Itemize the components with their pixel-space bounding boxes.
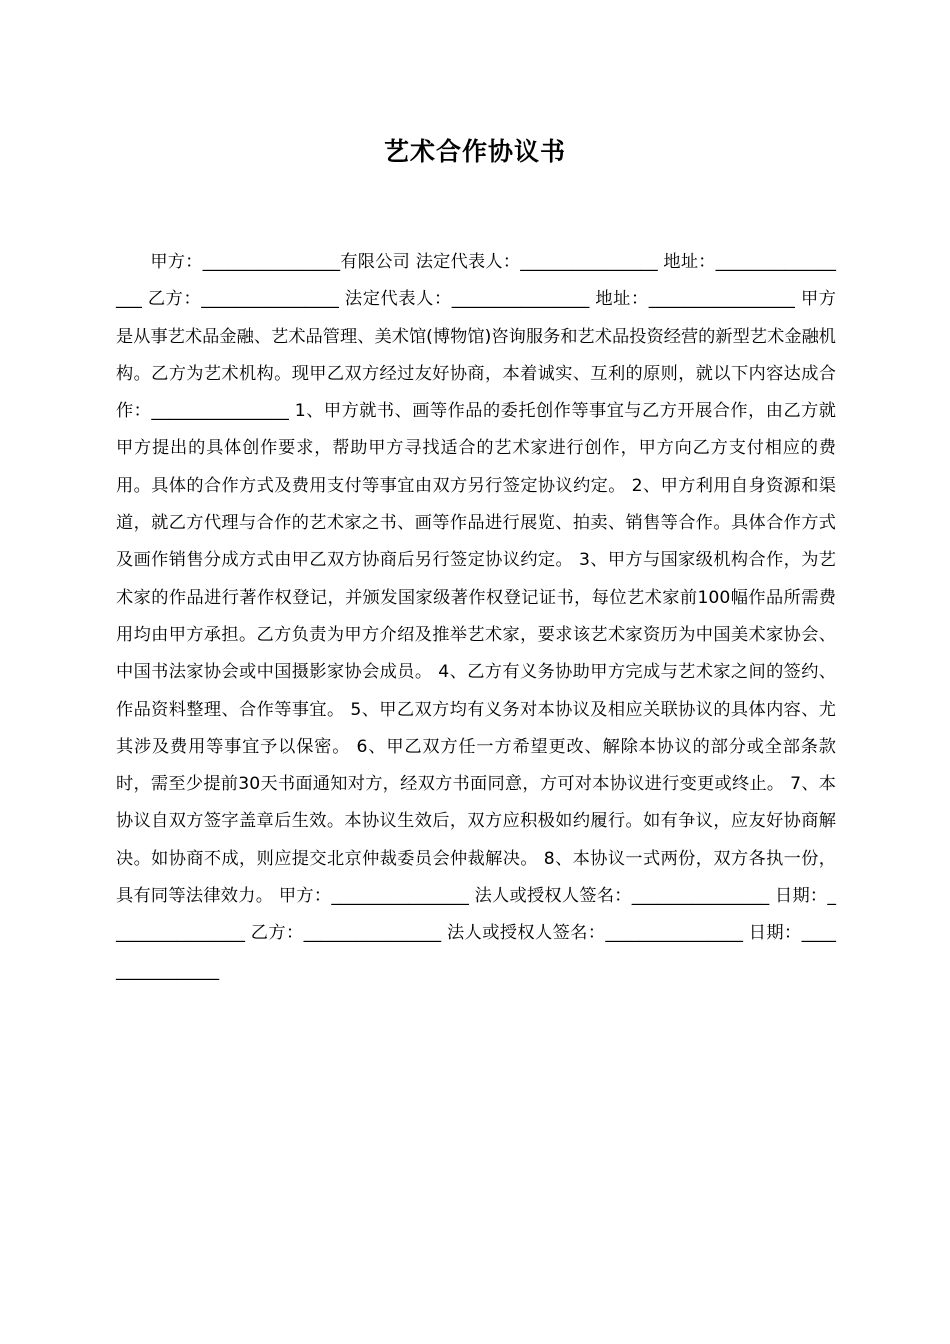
agreement-body: 甲方：________________有限公司 法定代表人：________________ 地址：_________________ 乙方：________________ 法定代表人：________________ 地址：_________________ 甲方是从事艺术品金融、艺术品管理、美术馆(博物馆)咨询服务和艺术品投资经营的新型艺术金融机构。乙方为艺术机构。现甲乙双方经过友好协商，本着诚实、互利的原则，就以下内容达成合作：________________ 1、甲方就书、画等作品的委托创作等事宜与乙方开展合作，由乙方就甲方提出的具体创作要求，帮助甲方寻找适合的艺术家进行创作，甲方向乙方支付相应的费用。具体的合作方式及费用支付等事宜由双方另行签定协议约定。 2、甲方利用自身资源和渠道，就乙方代理与合作的艺术家之书、画等作品进行展览、拍卖、销售等合作。具体合作方式及画作销售分成方式由甲乙双方协商后另行签定协议约定。 3、甲方与国家级机构合作，为艺术家的作品进行著作权登记，并颁发国家级著作权登记证书，每位艺术家前100幅作品所需费用均由甲方承担。乙方负责为甲方介绍及推举艺术家，要求该艺术家资历为中国美术家协会、中国书法家协会或中国摄影家协会成员。 4、乙方有义务协助甲方完成与艺术家之间的签约、作品资料整理、合作等事宜。 5、甲乙双方均有义务对本协议及相应关联协议的具体内容、尤其涉及费用等事宜予以保密。 6、甲乙双方任一方希望更改、解除本协议的部分或全部条款时，需至少提前30天书面通知对方，经双方书面同意，方可对本协议进行变更或终止。 7、本协议自双方签字盖章后生效。本协议生效后，双方应积极如约履行。如有争议，应友好协商解决。如协商不成，则应提交北京仲裁委员会仲裁解决。 8、本协议一式两份，双方各执一份，具有同等法律效力。 甲方：________________ 法人或授权人签名：________________ 日期：________________ 乙方：________________ 法人或授权人签名：________________ 日期：________________ (116, 252, 836, 981)
document-title: 艺术合作协议书 (383, 137, 566, 166)
